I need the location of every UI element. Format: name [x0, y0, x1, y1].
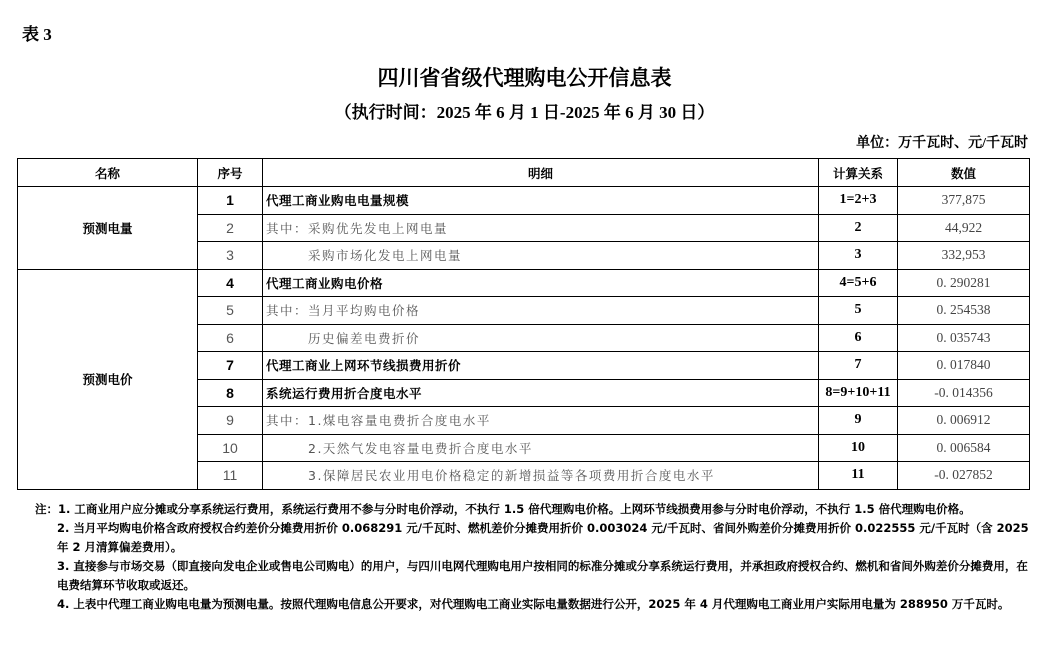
unit-label: 单位：万千瓦时、元/千瓦时 — [856, 136, 1028, 151]
row-seq: 9 — [198, 407, 263, 435]
row-value: 0. 017840 — [898, 352, 1030, 380]
note-2: 2. 当月平均购电价格含政府授权合约差价分摊费用折价 0.068291 元/千瓦时、燃机差价分摊费用折价 0.003024 元/千瓦时、省间外购差价分摊费用折价 0.022555 元/千瓦时（含 2025 年 2 月清算偏差费用）。 — [57, 521, 1029, 554]
row-value: -0. 014356 — [898, 379, 1030, 407]
header-detail: 明细 — [263, 159, 819, 187]
row-calc: 9 — [819, 407, 898, 435]
row-detail: 代理工商业购电电量规模 — [263, 187, 819, 215]
table-label: 表 3 — [22, 25, 52, 44]
row-calc: 11 — [819, 462, 898, 490]
table-row — [18, 187, 1030, 215]
row-value: 0. 290281 — [898, 269, 1030, 297]
table-row — [18, 269, 1030, 297]
row-detail: 其中：当月平均购电价格 — [263, 297, 819, 325]
row-seq: 7 — [198, 352, 263, 380]
row-value: 332,953 — [898, 242, 1030, 270]
row-detail: 代理工商业上网环节线损费用折价 — [263, 352, 819, 380]
row-seq: 4 — [198, 269, 263, 297]
header-value: 数值 — [898, 159, 1030, 187]
row-value: 44,922 — [898, 214, 1030, 242]
row-value: 0. 006584 — [898, 434, 1030, 462]
row-calc: 7 — [819, 352, 898, 380]
row-value: 0. 254538 — [898, 297, 1030, 325]
row-calc: 1=2+3 — [819, 187, 898, 215]
notes-section — [35, 500, 1030, 614]
row-value: 0. 006912 — [898, 407, 1030, 435]
header-calc: 计算关系 — [819, 159, 898, 187]
row-seq: 6 — [198, 324, 263, 352]
group-forecast-volume: 预测电量 — [18, 187, 198, 270]
row-calc: 4=5+6 — [819, 269, 898, 297]
header-seq: 序号 — [198, 159, 263, 187]
agency-purchase-table — [17, 158, 1030, 490]
row-detail: 其中：采购优先发电上网电量 — [263, 214, 819, 242]
row-seq: 3 — [198, 242, 263, 270]
row-calc: 5 — [819, 297, 898, 325]
header-name: 名称 — [18, 159, 198, 187]
row-detail: 历史偏差电费折价 — [263, 324, 819, 352]
row-seq: 5 — [198, 297, 263, 325]
page-title: 四川省省级代理购电公开信息表 — [377, 66, 672, 90]
table-header-row — [18, 159, 1030, 187]
row-calc: 2 — [819, 214, 898, 242]
row-calc: 6 — [819, 324, 898, 352]
note-1: 注：1. 工商业用户应分摊或分享系统运行费用，系统运行费用不参与分时电价浮动，不执行 1.5 倍代理购电价格。上网环节线损费用参与分时电价浮动，不执行 1.5 倍代理购电价格。 — [35, 502, 971, 516]
row-detail: 其中：1.煤电容量电费折合度电水平 — [263, 407, 819, 435]
note-3: 3. 直接参与市场交易（即直接向发电企业或售电公司购电）的用户，与四川电网代理购电用户按相同的标准分摊或分享系统运行费用，并承担政府授权合约、燃机和省间外购差价分摊费用，在电费结算环节收取或返还。 — [57, 559, 1028, 592]
row-calc: 3 — [819, 242, 898, 270]
row-value: 0. 035743 — [898, 324, 1030, 352]
row-calc: 8=9+10+11 — [819, 379, 898, 407]
row-seq: 10 — [198, 434, 263, 462]
row-detail: 3.保障居民农业用电价格稳定的新增损益等各项费用折合度电水平 — [263, 462, 819, 490]
row-seq: 11 — [198, 462, 263, 490]
row-seq: 8 — [198, 379, 263, 407]
row-calc: 10 — [819, 434, 898, 462]
row-seq: 1 — [198, 187, 263, 215]
row-seq: 2 — [198, 214, 263, 242]
execution-period: （执行时间：2025 年 6 月 1 日-2025 年 6 月 30 日） — [334, 103, 715, 122]
row-detail: 采购市场化发电上网电量 — [263, 242, 819, 270]
note-4: 4. 上表中代理工商业购电电量为预测电量。按照代理购电信息公开要求，对代理购电工商业实际电量数据进行公开，2025 年 4 月代理购电工商业用户实际用电量为 288950 万千瓦时。 — [57, 597, 1010, 611]
row-detail: 代理工商业购电价格 — [263, 269, 819, 297]
row-value: 377,875 — [898, 187, 1030, 215]
row-detail: 2.天然气发电容量电费折合度电水平 — [263, 434, 819, 462]
row-detail: 系统运行费用折合度电水平 — [263, 379, 819, 407]
row-value: -0. 027852 — [898, 462, 1030, 490]
group-forecast-price: 预测电价 — [18, 269, 198, 489]
